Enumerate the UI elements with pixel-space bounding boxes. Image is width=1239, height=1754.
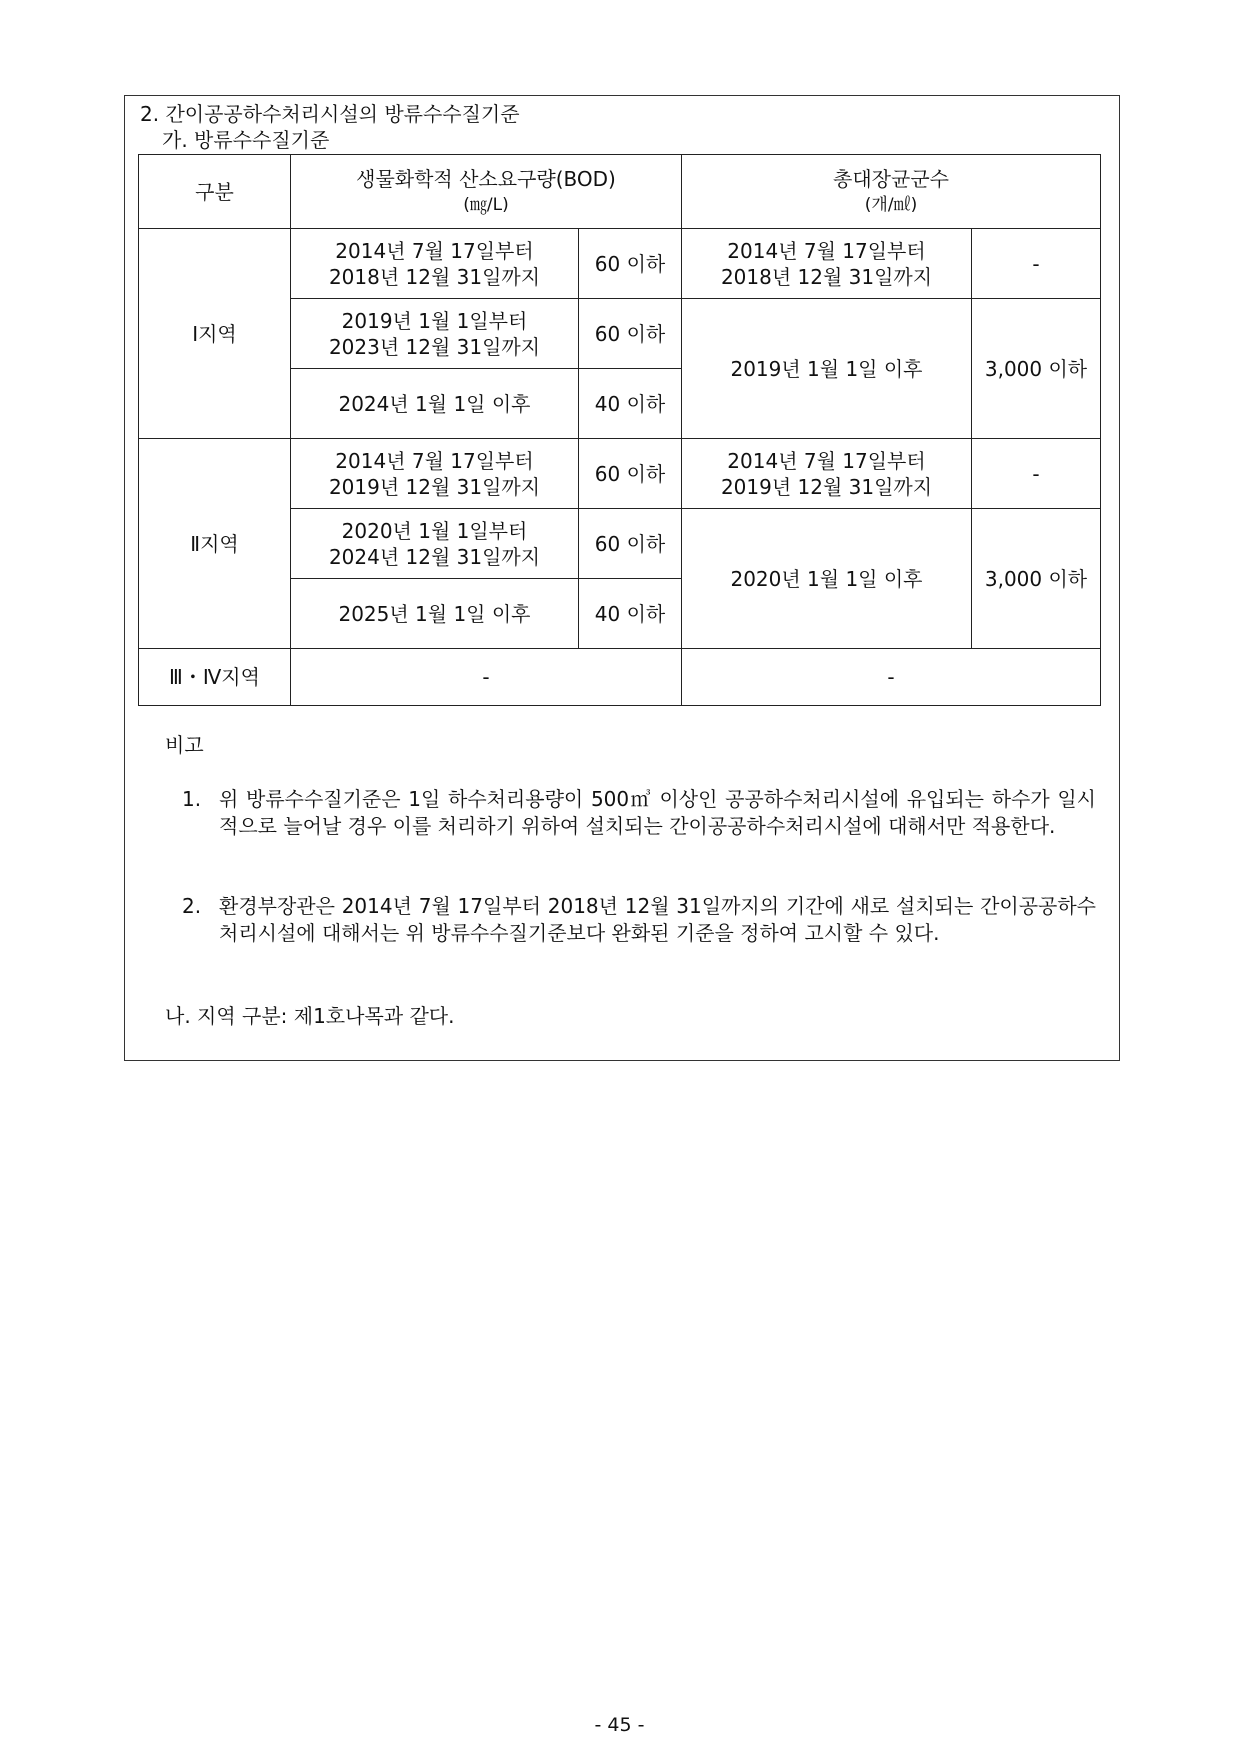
period-line: 2019년 1월 1일 이후 (730, 356, 923, 381)
region-classification-note: 나. 지역 구분: 제1호나목과 같다. (165, 1004, 455, 1028)
period-line: 2014년 7월 17일부터 (335, 448, 534, 473)
coliform-period (682, 299, 972, 439)
period-line: 2023년 12월 31일까지 (328, 334, 541, 359)
bod-value: 60 이하 (579, 509, 682, 579)
coliform-value: - (972, 439, 1101, 509)
bod-value: 40 이하 (579, 369, 682, 439)
header-bod-title: 생물화학적 산소요구량(BOD) (356, 166, 616, 191)
bod-value: - (291, 649, 682, 706)
remark-note-1 (182, 786, 1096, 840)
table-row (139, 229, 1101, 299)
period-line: 2014년 7월 17일부터 (335, 238, 534, 263)
bod-period (291, 229, 579, 299)
bod-value: 60 이하 (579, 299, 682, 369)
coliform-value: 3,000 이하 (972, 299, 1101, 439)
period-line: 2025년 1월 1일 이후 (338, 601, 531, 626)
bod-period (291, 439, 579, 509)
remark-note-2 (182, 893, 1096, 947)
period-line: 2019년 12월 31일까지 (720, 474, 933, 499)
period-line: 2019년 1월 1일부터 (341, 308, 528, 333)
header-bod (291, 155, 682, 229)
page-number: - 45 - (594, 1714, 645, 1736)
period-line: 2020년 1월 1일 이후 (730, 566, 923, 591)
coliform-value: 3,000 이하 (972, 509, 1101, 649)
table-row (139, 439, 1101, 509)
coliform-value: - (972, 229, 1101, 299)
subsection-heading: 가. 방류수수질기준 (162, 128, 330, 152)
bod-value: 40 이하 (579, 579, 682, 649)
coliform-period (682, 229, 972, 299)
bod-value: 60 이하 (579, 439, 682, 509)
period-line: 2014년 7월 17일부터 (727, 238, 926, 263)
coliform-period (682, 509, 972, 649)
region-label: Ⅱ지역 (139, 439, 291, 649)
period-line: 2018년 12월 31일까지 (328, 264, 541, 289)
header-coliform-title: 총대장균군수 (833, 166, 949, 191)
note-text: 환경부장관은 2014년 7월 17일부터 2018년 12월 31일까지의 기간에 새로 설치되는 간이공공하수처리시설에 대해서는 위 방류수수질기준보다 완화된 기준을 정하여 고시할 수 있다. (219, 894, 1096, 945)
bod-value: 60 이하 (579, 229, 682, 299)
period-line: 2019년 12월 31일까지 (328, 474, 541, 499)
remarks-title: 비고 (165, 733, 204, 757)
period-line: 2018년 12월 31일까지 (720, 264, 933, 289)
bod-period (291, 509, 579, 579)
header-coliform (682, 155, 1101, 229)
header-coliform-unit: (개/㎖) (864, 194, 918, 215)
table-row (139, 649, 1101, 706)
period-line: 2014년 7월 17일부터 (727, 448, 926, 473)
note-text: 위 방류수수질기준은 1일 하수처리용량이 500㎥ 이상인 공공하수처리시설에 유입되는 하수가 일시적으로 늘어날 경우 이를 처리하기 위하여 설치되는 간이공공하수처리시설에 대해서만 적용한다. (219, 787, 1096, 838)
period-line: 2024년 12월 31일까지 (328, 544, 541, 569)
note-number: 2. (182, 894, 202, 918)
discharge-standards-table (138, 154, 1101, 706)
region-label: Ⅲ・Ⅳ지역 (139, 649, 291, 706)
bod-period (291, 579, 579, 649)
bod-period (291, 299, 579, 369)
region-label: Ⅰ지역 (139, 229, 291, 439)
coliform-value: - (682, 649, 1101, 706)
bod-period (291, 369, 579, 439)
table-header-row (139, 155, 1101, 229)
header-bod-unit: (㎎/L) (463, 194, 509, 215)
header-category: 구분 (139, 155, 291, 229)
period-line: 2024년 1월 1일 이후 (338, 391, 531, 416)
period-line: 2020년 1월 1일부터 (341, 518, 528, 543)
section-heading: 2. 간이공공하수처리시설의 방류수수질기준 (140, 102, 520, 126)
note-number: 1. (182, 787, 202, 811)
coliform-period (682, 439, 972, 509)
